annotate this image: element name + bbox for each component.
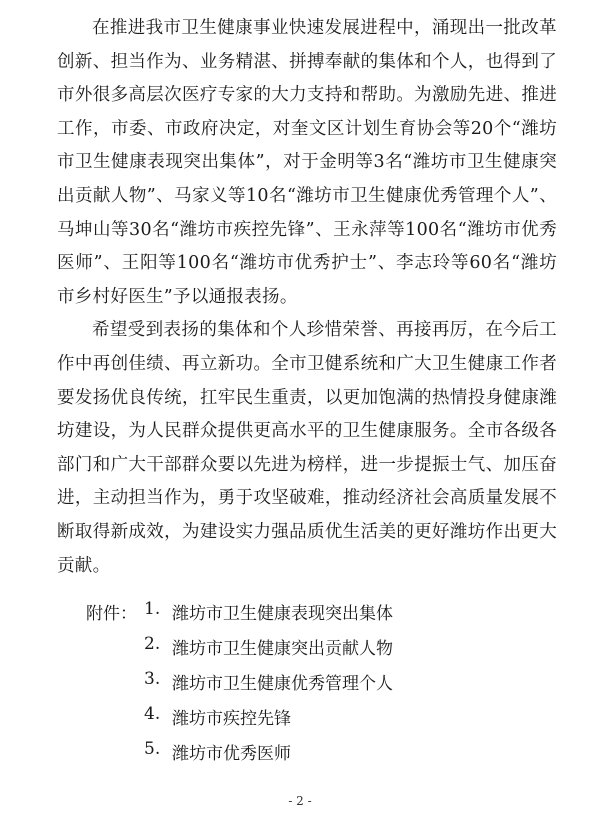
attachment-title: 潍坊市卫生健康表现突出集体 <box>172 604 393 624</box>
attachment-title: 潍坊市卫生健康优秀管理个人 <box>172 674 393 694</box>
attachment-title: 潍坊市疾控先锋 <box>172 709 291 729</box>
attachment-number: 1. <box>144 599 161 619</box>
attachment-row <box>86 594 526 629</box>
attachment-row <box>86 664 526 699</box>
attachment-row <box>86 699 526 734</box>
attachment-item <box>144 599 393 624</box>
attachment-item <box>144 739 291 764</box>
attachment-item <box>144 634 393 659</box>
attachment-title: 潍坊市卫生健康突出贡献人物 <box>172 639 393 659</box>
attachment-row <box>86 734 526 769</box>
attachment-item <box>144 669 393 694</box>
attachment-number: 5. <box>144 739 161 759</box>
attachment-item <box>144 704 291 729</box>
document-body <box>57 12 557 583</box>
attachment-number: 3. <box>144 669 161 689</box>
attachments-label: 附件： <box>86 604 137 624</box>
attachment-number: 4. <box>144 704 161 724</box>
attachments-list <box>86 594 526 769</box>
paragraph-expectation: 希望受到表扬的集体和个人珍惜荣誉、再接再厉，在今后工作中再创佳绩、再立新功。全市卫健系统和广大卫生健康工作者要发扬优良传统，扛牢民生重责，以更加饱满的热情投身健康潍坊建设，为人民群众提供更高水平的卫生健康服务。全市各级各部门和广大干部群众要以先进为榜样，进一步提振士气、加压奋进，主动担当作为，勇于攻坚破难，推动经济社会高质量发展不断取得新成效，为建设实力强品质优生活美的更好潍坊作出更大贡献。 <box>57 320 557 576</box>
page-number: - 2 - <box>288 794 312 808</box>
attachment-row <box>86 629 526 664</box>
paragraph-commendation: 在推进我市卫生健康事业快速发展进程中，涌现出一批改革创新、担当作为、业务精湛、拼搏奉献的集体和个人，也得到了市外很多高层次医疗专家的大力支持和帮助。为激励先进、推进工作，市委、市政府决定，对奎文区计划生育协会等20个“潍坊市卫生健康表现突出集体”，对于金明等3名“潍坊市卫生健康突出贡献人物”、马家义等10名“潍坊市卫生健康优秀管理个人”、马坤山等30名“潍坊市疾控先锋”、王永萍等100名“潍坊市优秀医师”、王阳等100名“潍坊市优秀护士”、李志玲等60名“潍坊市乡村好医生”予以通报表扬。 <box>57 18 557 307</box>
attachment-title: 潍坊市优秀医师 <box>172 744 291 764</box>
attachment-number: 2. <box>144 634 161 654</box>
